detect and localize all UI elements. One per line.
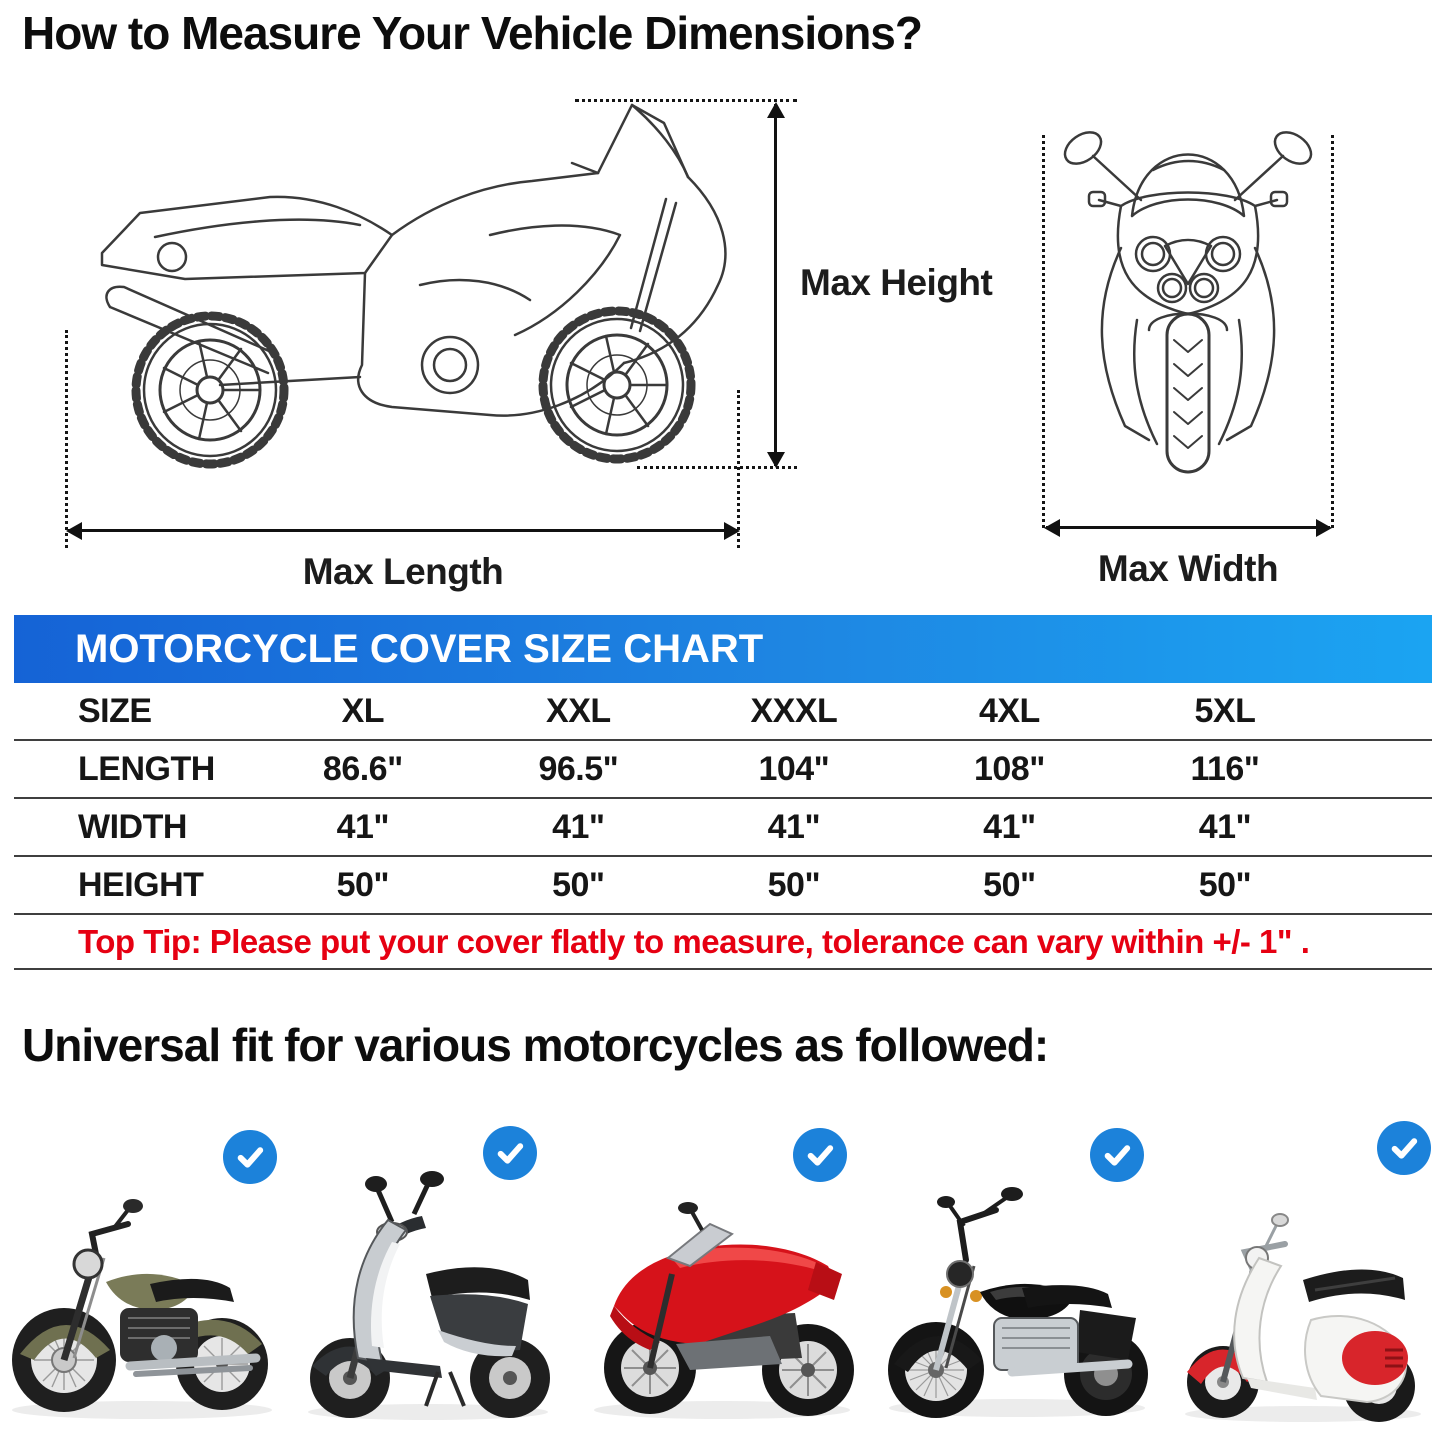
length-value-5xl: 116" [1190, 749, 1260, 788]
width-value-xl: 41" [336, 807, 390, 846]
width-right-dotted-line [1331, 135, 1334, 528]
column-header-4xl: 4XL [978, 691, 1040, 730]
max-height-arrow [774, 104, 777, 466]
row-label-width: WIDTH [78, 807, 187, 846]
height-value-xxxl: 50" [767, 865, 821, 904]
motorcycle-side-outline [60, 85, 760, 485]
motorcycle-front-outline [1041, 108, 1335, 480]
sport-bike-red [580, 1158, 862, 1430]
size-chart-header [14, 615, 1432, 683]
height-top-dotted-line [575, 99, 797, 102]
width-value-5xl: 41" [1198, 807, 1252, 846]
row-label-length: LENGTH [78, 749, 215, 788]
cruiser-motorcycle-black [872, 1158, 1154, 1430]
size-chart-header-text: MOTORCYCLE COVER SIZE CHART [75, 627, 764, 671]
height-value-4xl: 50" [983, 865, 1036, 904]
height-value-xxl: 50" [552, 865, 605, 904]
max-height-label: Max Height [800, 262, 993, 303]
scooter-gray [288, 1158, 570, 1430]
row-label-height: HEIGHT [78, 865, 204, 904]
column-header-xl: XL [341, 691, 385, 730]
length-value-xl: 86.6" [322, 749, 403, 788]
height-value-xl: 50" [336, 865, 390, 904]
vespa-scooter-white-red [1163, 1158, 1445, 1430]
cruiser-motorcycle-olive [2, 1158, 284, 1430]
column-header-size: SIZE [78, 691, 152, 730]
length-value-xxl: 96.5" [538, 749, 619, 788]
max-width-label: Max Width [1097, 548, 1279, 589]
width-value-xxl: 41" [552, 807, 605, 846]
width-value-xxxl: 41" [767, 807, 821, 846]
max-length-arrow [68, 529, 738, 532]
size-chart-row-length [14, 741, 1432, 799]
column-header-5xl: 5XL [1194, 691, 1256, 730]
front-wheel [543, 311, 691, 459]
universal-fit-title: Universal fit for various motorcycles as followed: [22, 1019, 1049, 1071]
width-value-4xl: 41" [983, 807, 1036, 846]
column-header-xxxl: XXXL [750, 691, 838, 730]
size-chart-tip: Top Tip: Please put your cover flatly to measure, tolerance can vary within +/- 1" . [14, 915, 1432, 970]
length-value-4xl: 108" [973, 749, 1045, 788]
rear-wheel [136, 316, 284, 464]
height-value-5xl: 50" [1198, 865, 1252, 904]
max-length-label: Max Length [302, 551, 504, 592]
size-chart-columns-row [14, 683, 1432, 741]
size-chart-table [14, 615, 1432, 970]
size-chart-row-width [14, 799, 1432, 857]
width-left-dotted-line [1042, 135, 1045, 528]
column-header-xxl: XXL [546, 691, 611, 730]
size-chart-row-height [14, 857, 1432, 915]
page-title: How to Measure Your Vehicle Dimensions? [22, 7, 922, 59]
length-value-xxxl: 104" [758, 749, 830, 788]
length-left-dotted-line [65, 330, 68, 548]
max-width-arrow [1046, 526, 1330, 529]
